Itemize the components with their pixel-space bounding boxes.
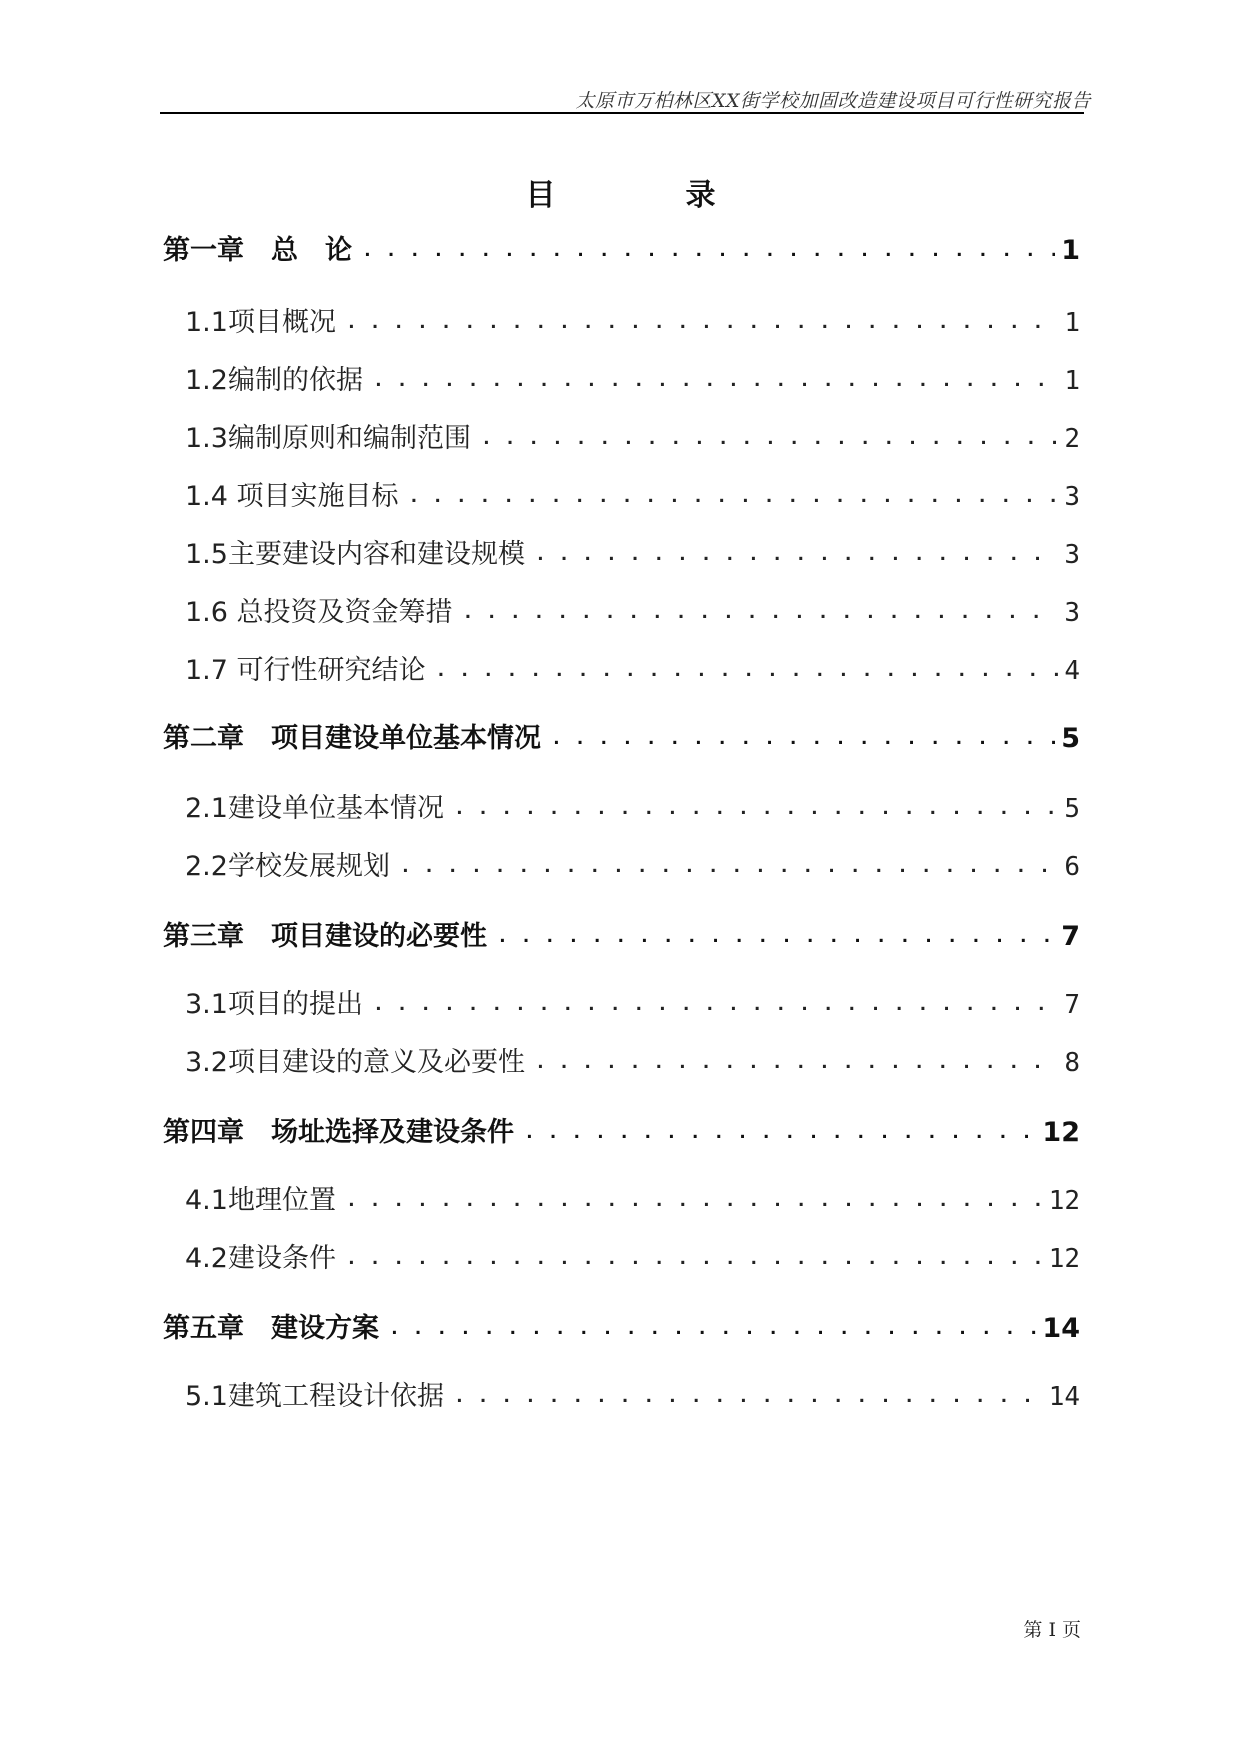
toc-chapter-entry[interactable] — [163, 716, 1080, 752]
toc-section-entry[interactable] — [185, 1040, 1080, 1076]
toc-entry-page-number: 12 — [1048, 1244, 1080, 1274]
toc-entry-page-number: 4 — [1064, 656, 1080, 686]
toc-dot-leader — [346, 312, 1058, 333]
toc-entry-page-number: 3 — [1064, 598, 1080, 628]
toc-entry-title: 1.4 项目实施目标 — [185, 481, 399, 512]
toc-chapter-entry[interactable] — [163, 1110, 1080, 1146]
toc-dot-leader — [535, 1052, 1058, 1073]
toc-chapter-entry[interactable] — [163, 1306, 1080, 1342]
toc-entry-page-number: 6 — [1064, 852, 1080, 882]
toc-dot-leader — [463, 602, 1059, 623]
toc-section-entry[interactable] — [185, 648, 1080, 684]
toc-entry-page-number: 5 — [1061, 723, 1080, 754]
toc-dot-leader — [362, 240, 1055, 261]
toc-entry-page-number: 7 — [1064, 990, 1080, 1020]
toc-entry-title: 1.3编制原则和编制范围 — [185, 423, 471, 454]
toc-section-entry[interactable] — [185, 844, 1080, 880]
toc-entry-title: 1.6 总投资及资金筹措 — [185, 597, 453, 628]
toc-dot-leader — [373, 370, 1058, 391]
toc-entry-title: 1.5主要建设内容和建设规模 — [185, 539, 525, 570]
toc-section-entry[interactable] — [185, 1236, 1080, 1272]
toc-entry-title: 1.1项目概况 — [185, 307, 336, 338]
toc-entry-title: 第五章 建设方案 — [163, 1313, 379, 1344]
toc-dot-leader — [409, 486, 1059, 507]
toc-entry-title: 4.2建设条件 — [185, 1243, 336, 1274]
toc-entry-page-number: 5 — [1064, 794, 1080, 824]
toc-entry-page-number: 3 — [1064, 482, 1080, 512]
toc-section-entry[interactable] — [185, 532, 1080, 568]
toc-entry-title: 第三章 项目建设的必要性 — [163, 921, 487, 952]
toc-dot-leader — [524, 1122, 1036, 1143]
toc-chapter-entry[interactable] — [163, 914, 1080, 950]
toc-entry-title: 第二章 项目建设单位基本情况 — [163, 723, 541, 754]
toc-entry-title: 2.1建设单位基本情况 — [185, 793, 444, 824]
toc-entry-page-number: 14 — [1042, 1313, 1080, 1344]
toc-entry-page-number: 12 — [1042, 1117, 1080, 1148]
toc-dot-leader — [389, 1318, 1036, 1339]
toc-section-entry[interactable] — [185, 786, 1080, 822]
toc-entry-title: 第一章 总 论 — [163, 235, 352, 266]
toc-section-entry[interactable] — [185, 300, 1080, 336]
toc-entry-page-number: 8 — [1064, 1048, 1080, 1078]
toc-entry-title: 2.2学校发展规划 — [185, 851, 390, 882]
toc-dot-leader — [454, 1386, 1043, 1407]
toc-entry-title: 第四章 场址选择及建设条件 — [163, 1117, 514, 1148]
toc-section-entry[interactable] — [185, 1178, 1080, 1214]
toc-dot-leader — [481, 428, 1058, 449]
toc-entry-title: 1.7 可行性研究结论 — [185, 655, 426, 686]
toc-entry-title: 3.1项目的提出 — [185, 989, 363, 1020]
toc-entry-page-number: 3 — [1064, 540, 1080, 570]
toc-entry-page-number: 1 — [1064, 366, 1080, 396]
toc-entry-title: 5.1建筑工程设计依据 — [185, 1381, 444, 1412]
toc-dot-leader — [436, 660, 1059, 681]
toc-entry-page-number: 14 — [1048, 1382, 1080, 1412]
toc-entry-page-number: 7 — [1061, 921, 1080, 952]
toc-dot-leader — [497, 926, 1055, 947]
toc-dot-leader — [454, 798, 1058, 819]
toc-dot-leader — [551, 728, 1055, 749]
toc-entry-title: 1.2编制的依据 — [185, 365, 363, 396]
toc-section-entry[interactable] — [185, 1374, 1080, 1410]
toc-dot-leader — [373, 994, 1058, 1015]
toc-entry-page-number: 1 — [1061, 235, 1080, 266]
toc-section-entry[interactable] — [185, 416, 1080, 452]
toc-dot-leader — [346, 1248, 1043, 1269]
toc-title: 目 录 — [525, 178, 766, 213]
toc-entry-title: 4.1地理位置 — [185, 1185, 336, 1216]
toc-dot-leader — [346, 1190, 1043, 1211]
toc-dot-leader — [535, 544, 1058, 565]
toc-section-entry[interactable] — [185, 474, 1080, 510]
footer-page-number: 第 I 页 — [1023, 1619, 1081, 1641]
toc-entry-page-number: 2 — [1064, 424, 1080, 454]
toc-dot-leader — [400, 856, 1058, 877]
toc-section-entry[interactable] — [185, 358, 1080, 394]
toc-entry-page-number: 12 — [1048, 1186, 1080, 1216]
toc-section-entry[interactable] — [185, 982, 1080, 1018]
toc-entry-page-number: 1 — [1064, 308, 1080, 338]
toc-section-entry[interactable] — [185, 590, 1080, 626]
running-header: 太原市万柏林区XX街学校加固改造建设项目可行性研究报告 — [575, 90, 1091, 112]
toc-chapter-entry[interactable] — [163, 228, 1080, 264]
toc-entry-title: 3.2项目建设的意义及必要性 — [185, 1047, 525, 1078]
